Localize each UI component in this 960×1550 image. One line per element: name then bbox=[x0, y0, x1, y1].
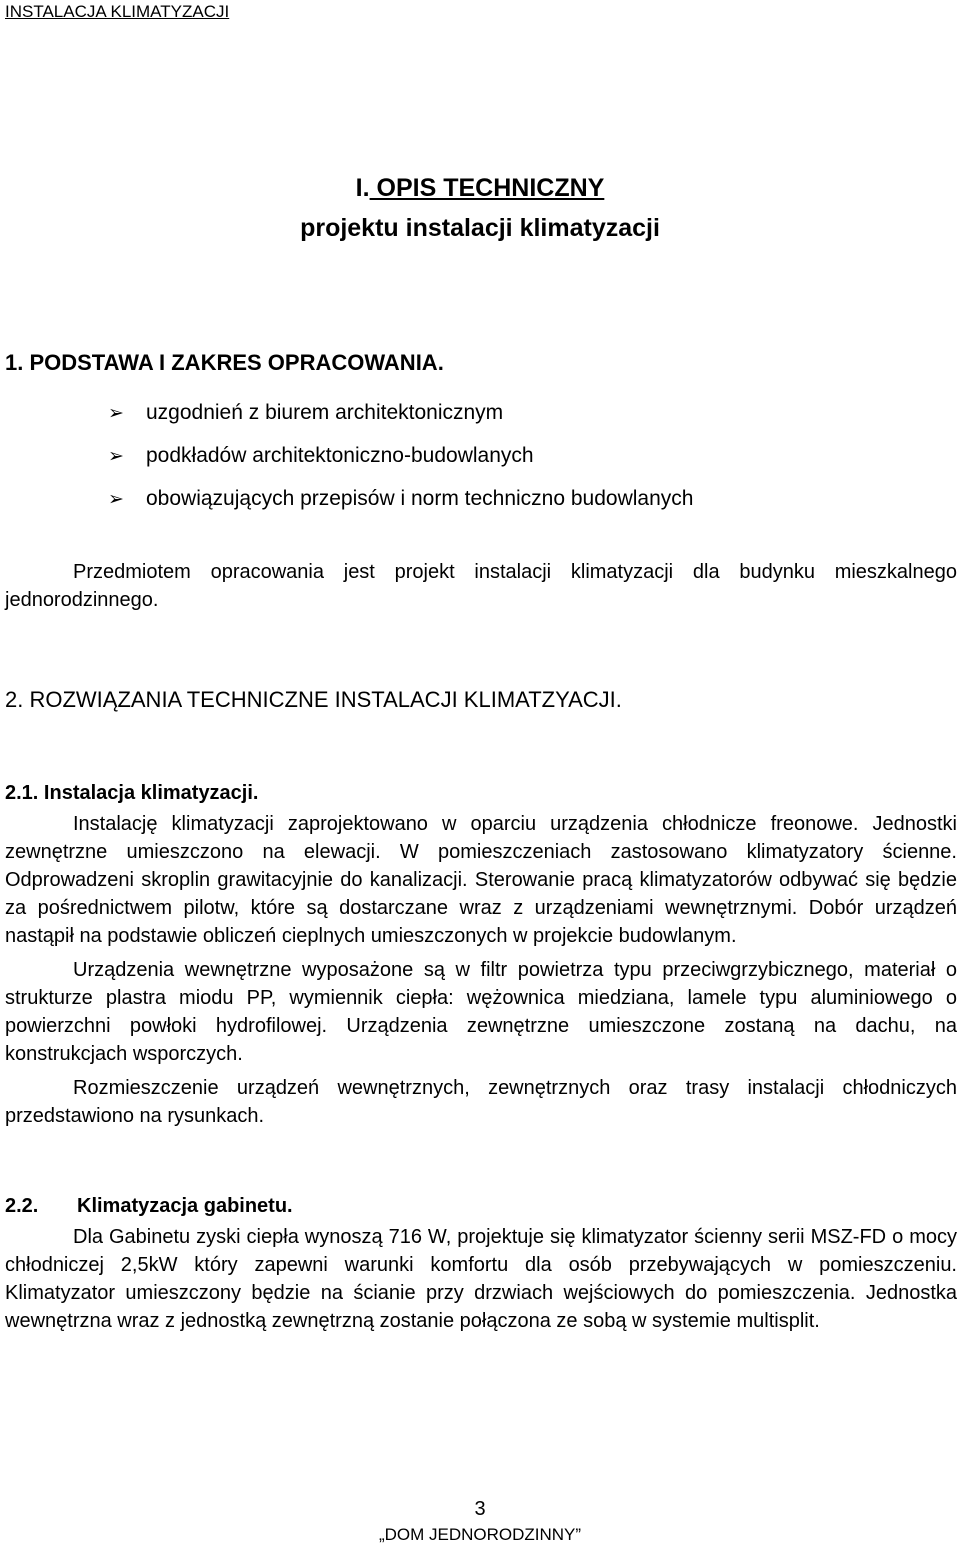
arrowhead-bullet-icon: ➢ bbox=[108, 489, 124, 510]
footer-project-name: „DOM JEDNORODZINNY” bbox=[378, 1525, 582, 1544]
document-title bbox=[0, 168, 960, 248]
subsection-2-1-body bbox=[5, 810, 957, 1130]
subsection-2-1-heading: 2.1. Instalacja klimatyzacji. bbox=[5, 782, 259, 804]
scope-paragraph-block bbox=[5, 558, 957, 614]
scope-paragraph: Przedmiotem opracowania jest projekt instalacji klimatyzacji dla budynku mieszkalnego jednorodzinnego. bbox=[5, 561, 957, 611]
subsection-2-2-body bbox=[5, 1223, 957, 1335]
basis-list bbox=[108, 392, 693, 521]
subsection-title: Klimatyzacja gabinetu. bbox=[77, 1195, 293, 1217]
section-2-heading: 2. ROZWIĄZANIA TECHNICZNE INSTALACJI KLIMATZYACJI. bbox=[5, 687, 622, 712]
subsection-number: 2.2. bbox=[5, 1195, 39, 1217]
list-item bbox=[108, 478, 693, 521]
arrowhead-bullet-icon: ➢ bbox=[108, 403, 124, 424]
list-item bbox=[108, 435, 693, 478]
body-paragraph: Instalację klimatyzacji zaprojektowano w oparciu urządzenia chłodnicze freonowe. Jednostki zewnętrzne umieszczono na elewacji. W pomieszczeniach zastosowano klimatyzatory ścienne. Odprowadzeni skroplin grawitacyjnie do kanalizacji. Sterowanie pracą klimatyzatorów odbywać się będzie za pośrednictwem pilotw, które są dostarczane wraz z urządzeniami wewnętrznymi. Dobór urządzeń nastąpił na podstawie obliczeń cieplnych umieszczonych w projekcie budowlanym. bbox=[5, 813, 957, 947]
subsection-2-2-heading bbox=[5, 1193, 293, 1219]
title-line-2: projektu instalacji klimatyzacji bbox=[300, 214, 660, 242]
list-item-text: uzgodnień z biurem architektonicznym bbox=[146, 401, 504, 424]
list-item bbox=[108, 392, 693, 435]
running-header: INSTALACJA KLIMATYZACJI bbox=[5, 2, 230, 21]
section-1-heading: 1. PODSTAWA I ZAKRES OPRACOWANIA. bbox=[5, 350, 444, 375]
title-main: OPIS TECHNICZNY bbox=[369, 174, 605, 202]
body-paragraph: Rozmieszczenie urządzeń wewnętrznych, zewnętrznych oraz trasy instalacji chłodniczych przedstawiono na rysunkach. bbox=[5, 1077, 957, 1127]
body-paragraph: Urządzenia wewnętrzne wyposażone są w filtr powietrza typu przeciwgrzybicznego, materiał o strukturze plastra miodu PP, wymiennik ciepła: wężownica miedziana, lamele typu aluminiowego o powierzchni powłoki hydrofilowej. Urządzenia zewnętrzne umieszczone zostaną na dachu, na konstrukcjach wsporczych. bbox=[5, 959, 957, 1065]
list-item-text: obowiązujących przepisów i norm techniczno budowlanych bbox=[146, 487, 694, 510]
body-paragraph: Dla Gabinetu zyski ciepła wynoszą 716 W, projektuje się klimatyzator ścienny serii MSZ-FD o mocy chłodniczej 2,5kW który zapewni warunki komfortu dla osób przebywających w pomieszczeniu. Klimatyzator umieszczony będzie na ścianie przy drzwiach wejściowych do pomieszczenia. Jednostka wewnętrzna wraz z jednostką zewnętrzną zostanie połączona ze sobą w systemie multisplit. bbox=[5, 1226, 957, 1332]
list-item-text: podkładów architektoniczno-budowlanych bbox=[146, 444, 534, 467]
title-number: I. bbox=[355, 174, 370, 202]
arrowhead-bullet-icon: ➢ bbox=[108, 446, 124, 467]
title-line-1 bbox=[0, 168, 960, 208]
page-number: 3 bbox=[474, 1498, 486, 1520]
